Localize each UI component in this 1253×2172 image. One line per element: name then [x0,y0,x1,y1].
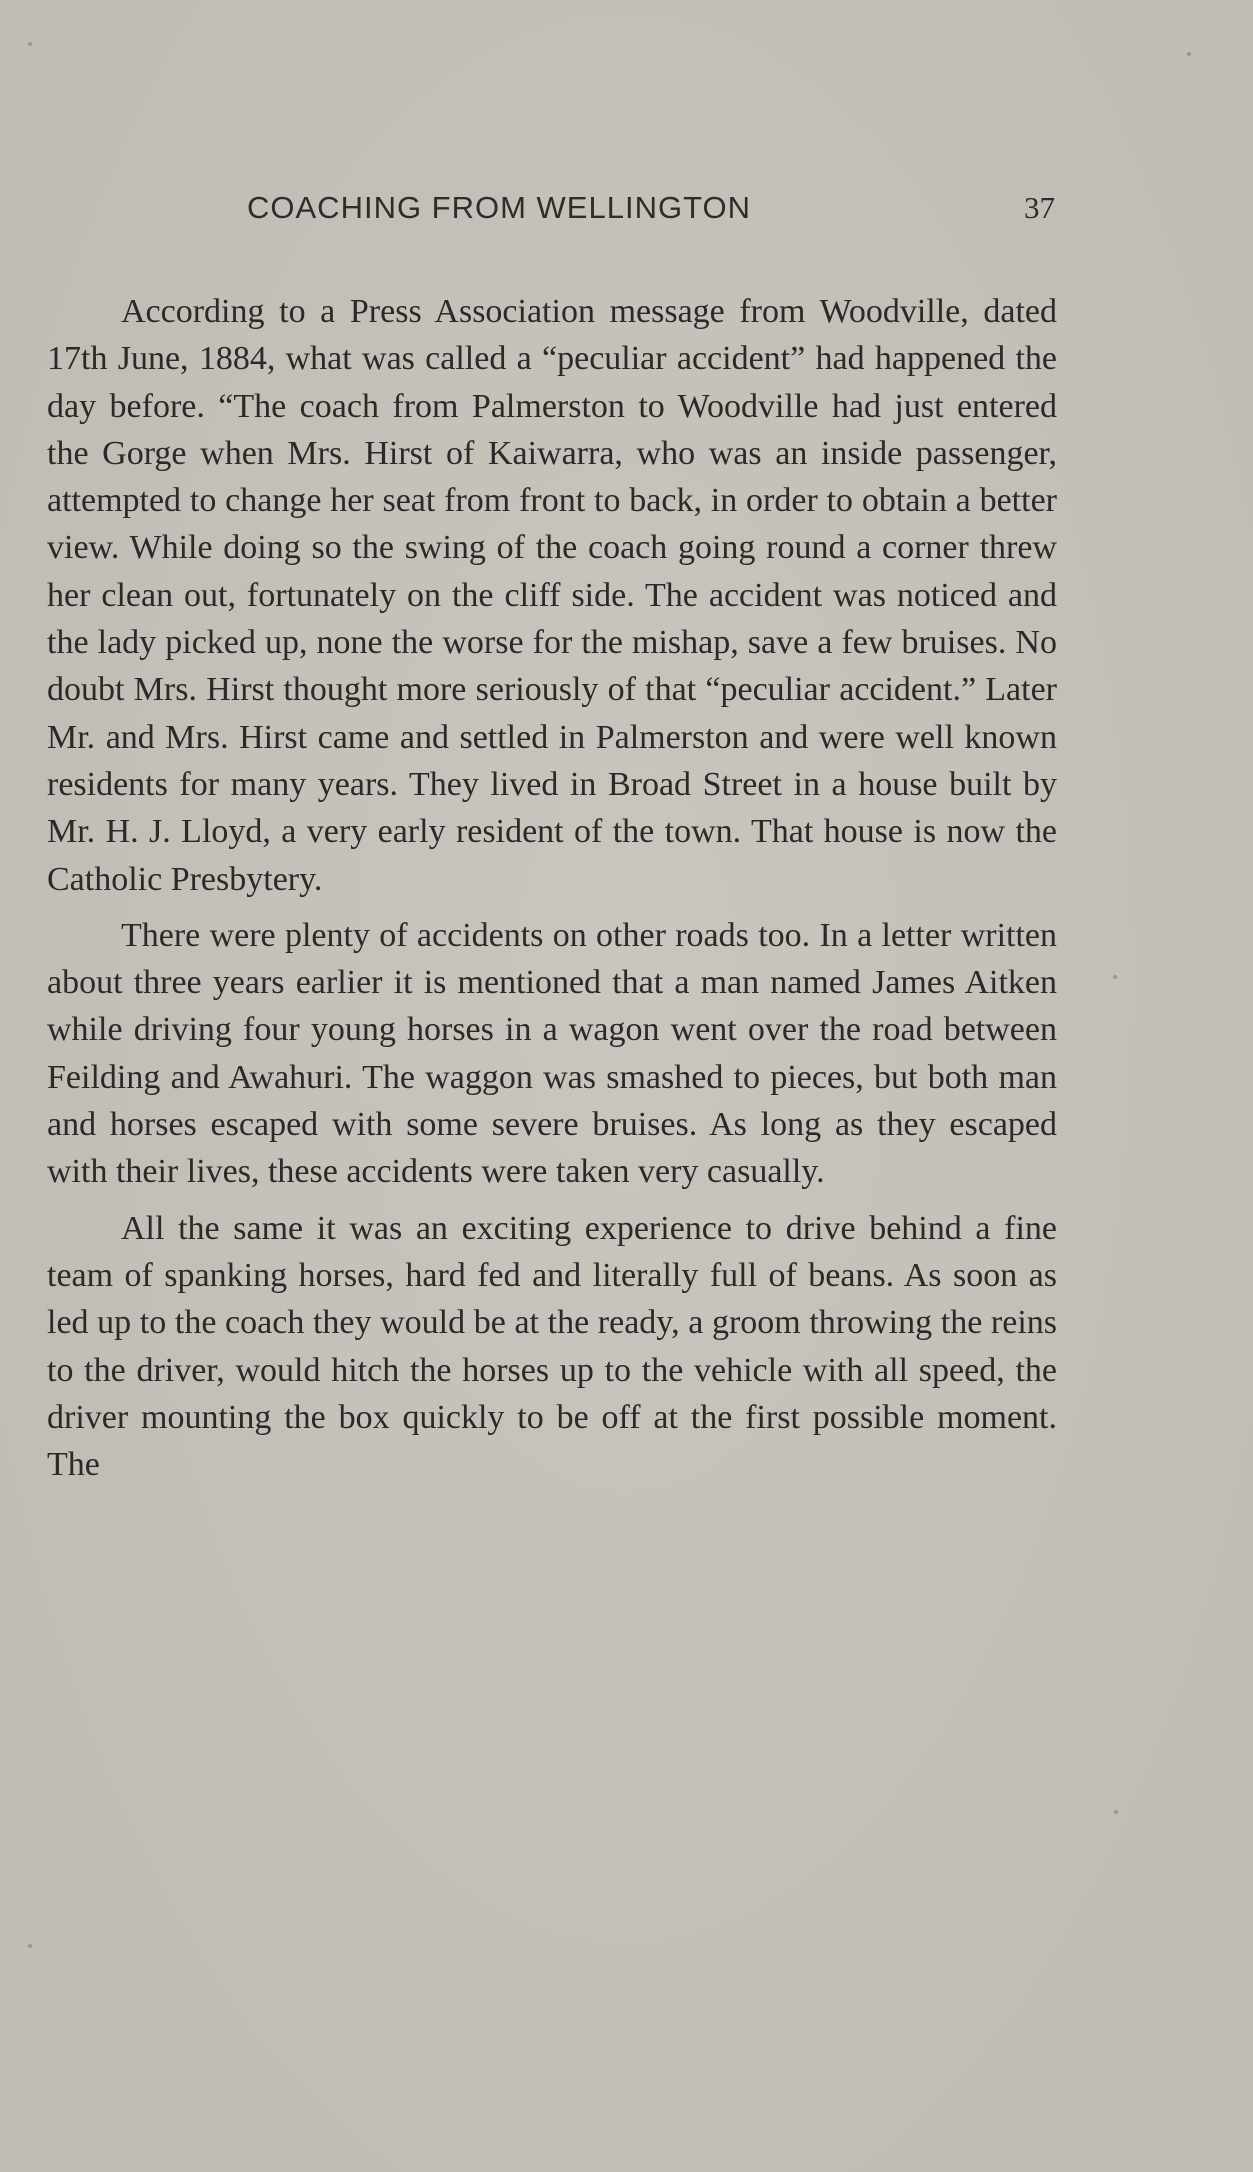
paragraph-2: There were plenty of accidents on other roads too. In a letter written about three years earlier it is mentioned that a man named James Aitken while driving four young horses in a wagon went over the road between Feilding and Awahuri. The waggon was smashed to pieces, but both man and horses escaped with some severe bruises. As long as they escaped with their lives, these accidents were taken very casually. [47,916,1057,1191]
paper-speck [1114,1810,1118,1814]
paragraph-1: According to a Press Association message from Woodville, dated 17th June, 1884, what was called a “peculiar accident” had happened the day before. “The coach from Palmerston to Woodville had just entered the Gorge when Mrs. Hirst of Kaiwarra, who was an inside passenger, attempted to change her seat from front to back, in order to obtain a better view. While doing so the swing of the coach going round a corner threw her clean out, fortunately on the cliff side. The accident was noticed and the lady picked up, none the worse for the mishap, save a few bruises. No doubt Mrs. Hirst thought more seriously of that “peculiar accident.” Later Mr. and Mrs. Hirst came and settled in Palmerston and were well known residents for many years. They lived in Broad Street in a house built by Mr. H. J. Lloyd, a very early resident of the town. That house is now the Catholic Presbytery. [47,293,1057,898]
paper-speck [28,1944,32,1948]
running-title: COACHING FROM WELLINGTON [247,190,751,225]
paper-speck [28,42,32,46]
running-head [0,190,1253,230]
paragraph-3: All the same it was an exciting experience to drive behind a fine team of spanking horses, hard fed and literally full of beans. As soon as led up to the coach they would be at the ready, a groom throwing the reins to the driver, would hitch the horses up to the vehicle with all speed, the driver mounting the box quickly to be off at the first possible moment. The [47,1209,1057,1484]
paper-speck [1187,52,1191,56]
page-number: 37 [1024,190,1055,225]
paper-speck [1113,975,1117,979]
body-text [47,288,1057,1488]
